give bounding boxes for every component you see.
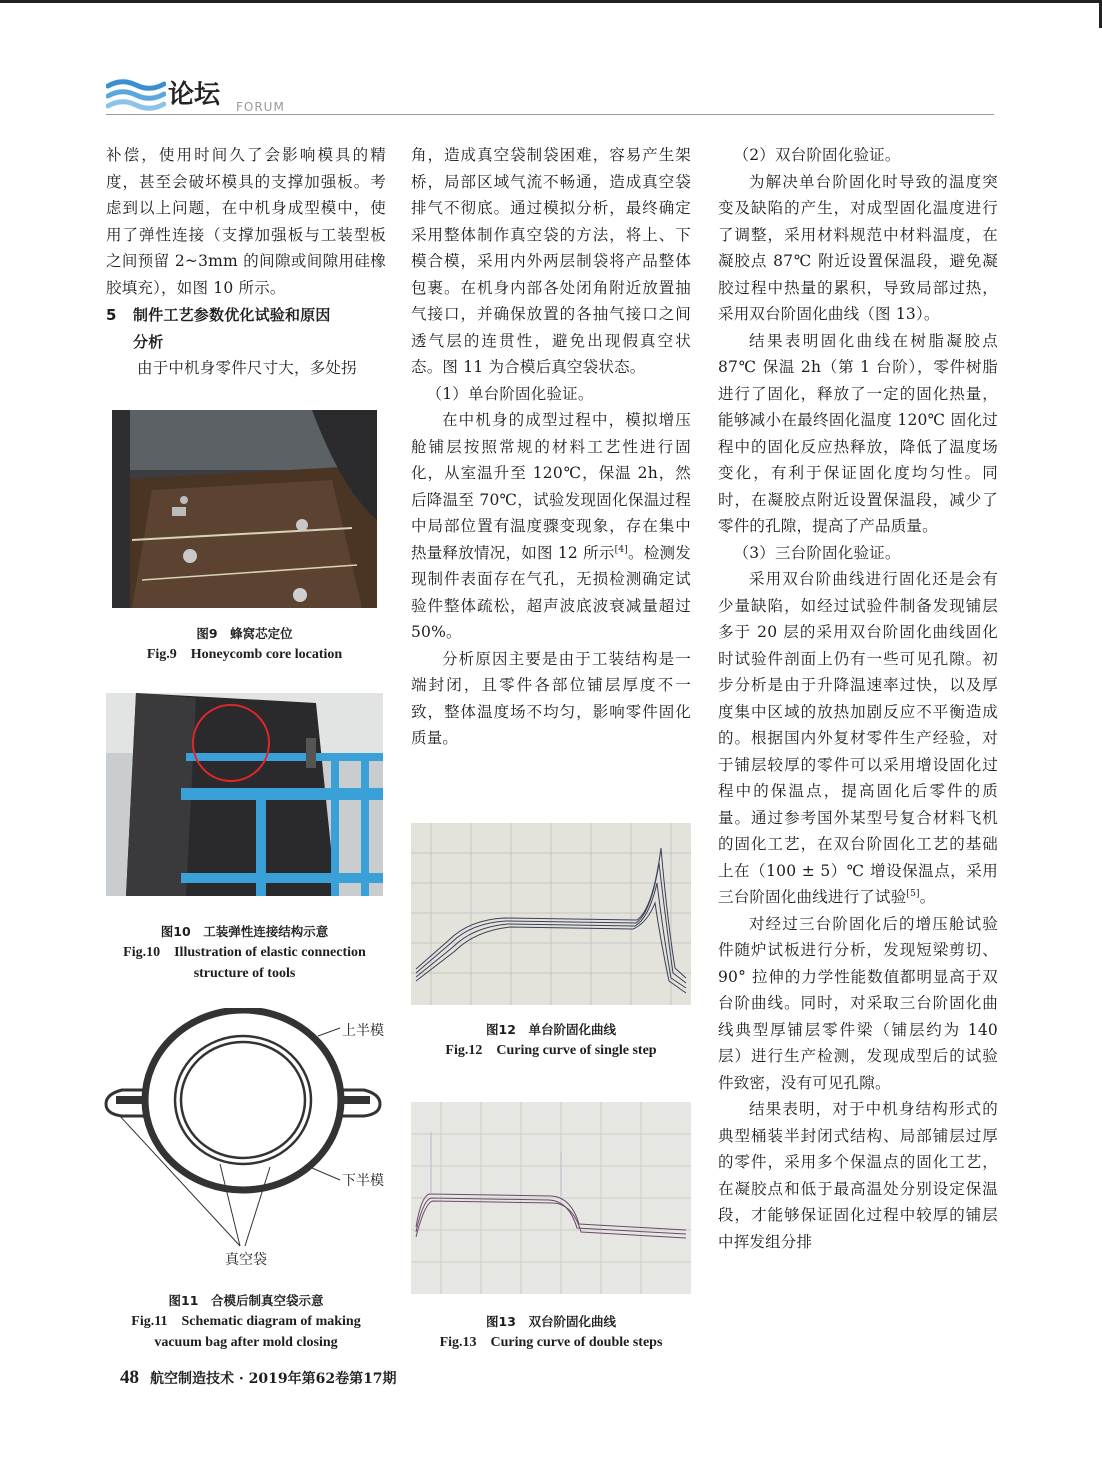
citation-ref: [4] — [614, 544, 629, 555]
section-title-line-1: 制件工艺参数优化试验和原因 — [133, 306, 331, 324]
figure-11-caption-en-1: Fig.11 Schematic diagram of making — [131, 1314, 361, 1329]
paragraph: 结果表明，对于中机身结构形式的典型桶装半封闭式结构、局部铺层过厚的零件，采用多个保温点的固化工艺，在凝胶点和低于最高温处分别设定保温段，才能够保证固化过程中较厚的铺层中挥发组分排 — [718, 1100, 998, 1251]
paragraph: 由于中机身零件尺寸大，多处拐 — [137, 359, 357, 377]
paragraph: 补偿，使用时间久了会影响模具的精度，甚至会破坏模具的支撑加强板。考虑到以上问题，在中机身成型模中，使用了弹性连接（支撑加强板与工装型板之间预留 2~3mm 的间隙或间隙用硅橡胶填充），如图 10 所示。 — [106, 146, 386, 297]
subsection-heading: （1）单台阶固化验证。 — [426, 384, 594, 403]
subsection-heading: （2）双台阶固化验证。 — [733, 146, 901, 164]
header-logo — [106, 76, 166, 114]
figure-13-caption — [411, 1311, 691, 1353]
figure-9-caption-cn: 图9 蜂窝芯定位 — [196, 626, 293, 641]
figure-11-caption-en-2: vacuum bag after mold closing — [154, 1335, 338, 1350]
label-vacuum-bag: 真空袋 — [225, 1252, 267, 1268]
figure-10-caption-en-1: Fig.10 Illustration of elastic connection — [123, 945, 366, 960]
paragraph — [718, 566, 998, 911]
column-3-text — [718, 142, 998, 1255]
figure-9-caption-en: Fig.9 Honeycomb core location — [146, 647, 343, 662]
header-section-en: FORUM — [236, 100, 285, 114]
figure-10-caption-en-2: structure of tools — [193, 966, 296, 981]
paragraph-text: 在中机身的成型过程中，模拟增压舱铺层按照常规的材料工艺性进行固化，从室温升至 120℃，保温 2h，然后降温至 70℃，试验发现固化保温过程中局部位置有温度骤变现象，存在集中热量释放情况，如图 12 所示 — [411, 411, 691, 562]
paragraph-text: 。检测发现制件表面存在气孔，无损检测确定试验件整体疏松，超声波底波衰减量超过 50%。 — [411, 543, 691, 641]
header-section-title: 论坛 — [168, 80, 221, 110]
paragraph: 结果表明固化曲线在树脂凝胶点 87℃ 保温 2h（第 1 台阶），零件树脂进行了固化，释放了一定的固化热量，能够减小在最终固化温度 120℃ 固化过程中的固化反应热释放，降低了温度场变化，有利于保证固化度均匀性。同时，在凝胶点附近设置保温段，减少了零件的孔隙，提高了产品质量。 — [718, 331, 998, 535]
header-rule — [106, 114, 994, 115]
figure-12-caption — [411, 1019, 691, 1061]
paragraph-text: 。 — [919, 888, 936, 906]
section-number: 5 — [106, 306, 117, 324]
figure-11-caption-cn: 图11 合模后制真空袋示意 — [168, 1293, 324, 1308]
forum-wave-logo-icon — [106, 76, 166, 114]
figure-13-caption-cn: 图13 双台阶固化曲线 — [486, 1314, 616, 1329]
paragraph — [411, 407, 691, 646]
journal-name: 航空制造技术 · 2019年第62卷第17期 — [150, 1371, 397, 1387]
figure-13-plot — [411, 1102, 691, 1294]
paragraph: 为解决单台阶固化时导致的温度突变及缺陷的产生，对成型固化温度进行了调整，采用材料规范中材料温度，在凝胶点 87℃ 附近设置保温段，避免凝胶过程中热量的累积，导致局部过热，采用双台阶固化曲线（图 13）。 — [718, 172, 998, 323]
paragraph: 角，造成真空袋制袋困难，容易产生架桥，局部区域气流不畅通，造成真空袋排气不彻底。通过模拟分析，最终确定采用整体制作真空袋的方法，将上、下模合模，采用内外两层制袋将产品整体包裹。在机身内部各处闭角附近放置抽气接口，并确保放置的各抽气接口之间透气层的连贯性，避免出现假真空状态。图 11 为合模后真空袋状态。 — [411, 146, 691, 376]
subsection-heading: （3）三台阶固化验证。 — [733, 543, 901, 562]
paragraph-text: 采用双台阶曲线进行固化还是会有少量缺陷，如经过试验件制备发现铺层多于 20 层的采用双台阶固化曲线固化时试验件剖面上仍有一些可见孔隙。初步分析是由于升降温速率过快，以及厚度集中区域的放热加剧反应不平衡造成的。根据国内外复材零件生产经验，对于铺层较厚的零件可以采用增设固化过程中的保温点，提高固化后零件的质量。通过参考国外某型号复合材料飞机的固化工艺，在双台阶固化工艺的基础上在（100 ± 5）℃ 增设保温点，采用三台阶固化曲线进行了试验 — [718, 570, 998, 906]
label-upper-mold: 上半模 — [342, 1023, 384, 1039]
figure-11-caption — [104, 1290, 388, 1353]
paragraph: 对经过三台阶固化后的增压舱试验件随炉试板进行分析，发现短梁剪切、90° 拉伸的力学性能数值都明显高于双台阶曲线。同时，对采取三台阶固化曲线典型厚铺层零件梁（铺层约为 140 层）进行生产检测，发现成型后的试验件致密，没有可见孔隙。 — [718, 914, 998, 1092]
page-top-rule — [0, 0, 1102, 3]
column-1-text — [106, 142, 386, 382]
figure-10-caption — [106, 921, 383, 984]
figure-12-caption-en: Fig.12 Curing curve of single step — [445, 1043, 657, 1058]
figure-9-photo — [112, 410, 377, 608]
column-2-text — [411, 142, 691, 752]
figure-10-caption-cn: 图10 工装弹性连接结构示意 — [160, 924, 329, 939]
figure-11-diagram — [100, 1008, 390, 1273]
figure-9-caption — [112, 623, 377, 665]
figure-10-photo — [106, 693, 383, 896]
figure-12-plot — [411, 823, 691, 1005]
figure-12-caption-cn: 图12 单台阶固化曲线 — [486, 1022, 616, 1037]
label-lower-mold: 下半模 — [342, 1173, 384, 1189]
section-title-line-2: 分析 — [133, 332, 164, 351]
section-heading — [106, 302, 386, 329]
figure-13-caption-en: Fig.13 Curing curve of double steps — [439, 1335, 663, 1350]
page-number: 48 — [120, 1367, 139, 1388]
citation-ref: [5] — [906, 888, 920, 899]
paragraph: 分析原因主要是由于工装结构是一端封闭，且零件各部位铺层厚度不一致，整体温度场不均匀，影响零件固化质量。 — [411, 649, 691, 747]
